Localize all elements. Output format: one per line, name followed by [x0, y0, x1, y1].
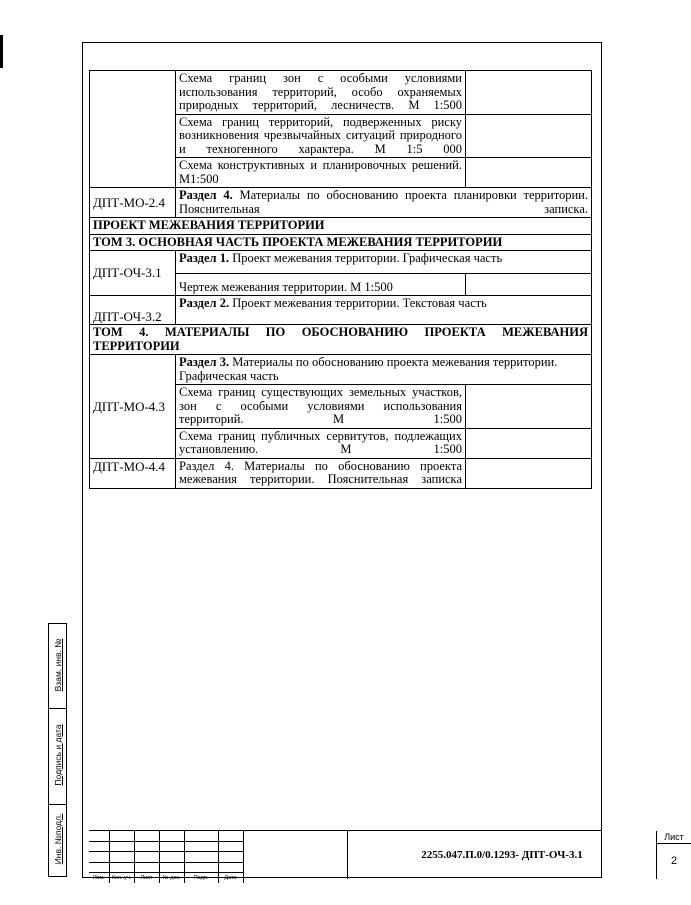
column-label-podp: Подп.: [184, 873, 218, 883]
volume-header-row: [90, 325, 592, 355]
column-label-data: Дата: [218, 873, 243, 883]
table-row: [90, 458, 592, 488]
empty-cell: [466, 71, 592, 115]
row-text: Схема конструктивных и планировочных решений. М1:500: [176, 158, 466, 188]
column-label-kol: Кол. уч.: [109, 873, 134, 883]
section-header-row: [90, 218, 592, 235]
row-text: [176, 355, 592, 385]
row-text: Схема границ территорий, подверженных риску возникновения чрезвычайных ситуаций природного и техногенного характера. М 1:5 000: [176, 114, 466, 158]
row-text: Схема границ зон с особыми условиями использования территорий, особо охраняемых природных территорий, лесничеств. М 1:500: [176, 71, 466, 115]
section-title: Проект межевания территории. Графическая часть: [229, 251, 503, 265]
stamp-sidebar: [48, 623, 67, 877]
doc-code: ДПТ-ОЧ-3.2: [90, 296, 176, 325]
sheet-number: 2: [670, 855, 678, 867]
column-label-list: Лист: [134, 873, 159, 883]
row-text: Схема границ существующих земельных участков, зон с особыми условиями использования территорий. М 1:500: [176, 385, 466, 429]
binding-mark: [0, 35, 3, 68]
empty-cell: [466, 458, 592, 488]
column-label-ndok: № док.: [159, 873, 184, 883]
volume-header: ТОМ 3. ОСНОВНАЯ ЧАСТЬ ПРОЕКТА МЕЖЕВАНИЯ ТЕРРИТОРИИ: [90, 234, 592, 251]
section-title: Материалы по обоснованию проекта планировки территории. Пояснительная записка.: [179, 188, 588, 216]
row-text: Раздел 4. Материалы по обоснованию проекта межевания территории. Пояснительная записка: [176, 458, 466, 488]
title-block: [89, 830, 684, 881]
section-title: Материалы по обоснованию проекта межевания территории. Графическая часть: [179, 355, 558, 383]
doc-code: ДПТ-МО-2.4: [90, 188, 176, 218]
document-register-table: [89, 70, 592, 489]
table-row: [90, 251, 592, 274]
document-number: 2255.047.П.0/0.1293- ДПТ-ОЧ-3.1: [347, 831, 657, 879]
doc-code: ДПТ-МО-4.3: [90, 355, 176, 459]
row-text: Чертеж межевания территории. М 1:500: [176, 274, 466, 296]
empty-cell: [466, 385, 592, 429]
section-number: Раздел 3.: [179, 355, 230, 369]
row-text: [176, 251, 592, 274]
sheet-label: Лист: [657, 831, 691, 844]
sidebar-label-inv: Инв. №подл.: [53, 813, 63, 865]
sidebar-divider: [49, 708, 66, 709]
section-number: Раздел 2.: [179, 296, 230, 310]
revision-grid: [89, 831, 244, 883]
empty-cell: [466, 158, 592, 188]
empty-code-cell: [90, 71, 176, 188]
section-header: ПРОЕКТ МЕЖЕВАНИЯ ТЕРРИТОРИИ: [90, 218, 592, 235]
sidebar-label-vzam: Взам. инв. №: [53, 638, 63, 692]
table-row: [90, 71, 592, 115]
table-row: [90, 296, 592, 325]
sidebar-label-podpis: Подпись и дата: [53, 724, 63, 786]
empty-cell: [466, 428, 592, 458]
empty-cell: [466, 274, 592, 296]
volume-header: ТОМ 4. МАТЕРИАЛЫ ПО ОБОСНОВАНИЮ ПРОЕКТА МЕЖЕВАНИЯ ТЕРРИТОРИИ: [90, 325, 592, 355]
table-row: [90, 188, 592, 218]
doc-code: ДПТ-ОЧ-3.1: [90, 251, 176, 296]
row-text: Схема границ публичных сервитутов, подлежащих установлению. М 1:500: [176, 428, 466, 458]
column-label-izm: Изм.: [89, 873, 109, 883]
section-number: Раздел 4.: [179, 188, 233, 202]
section-number: Раздел 1.: [179, 251, 230, 265]
volume-header-row: [90, 234, 592, 251]
section-title: Проект межевания территории. Текстовая часть: [229, 296, 487, 310]
row-text: [176, 188, 592, 218]
row-text: [176, 296, 592, 325]
doc-code: ДПТ-МО-4.4: [90, 458, 176, 488]
table-row: [90, 355, 592, 385]
empty-cell: [466, 114, 592, 158]
